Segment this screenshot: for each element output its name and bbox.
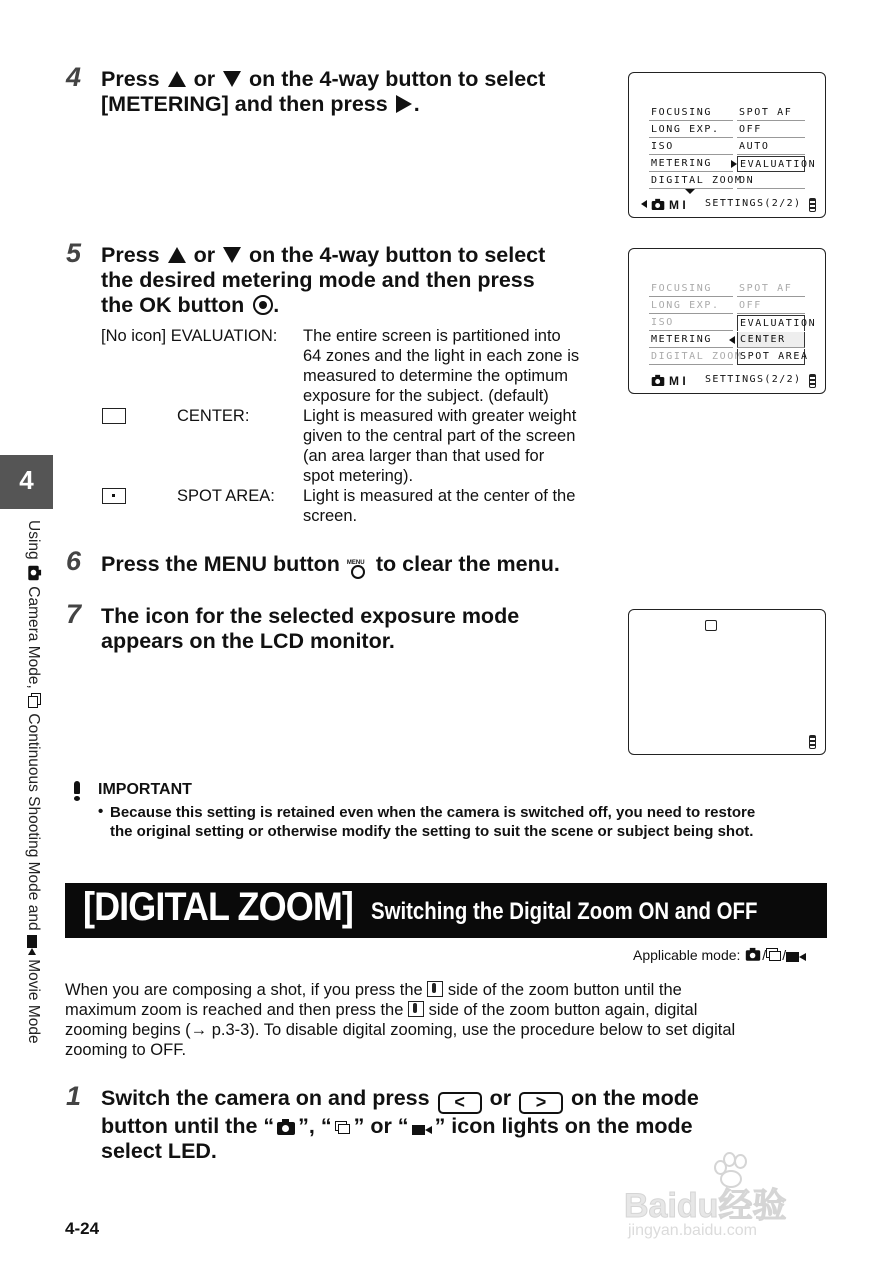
watermark-url: jingyan.baidu.com <box>628 1222 757 1239</box>
step-7-text <box>101 604 601 654</box>
menu-value: AUTO <box>737 139 805 155</box>
desc-line: exposure for the subject. (default) <box>303 387 549 405</box>
step-1-number: 1 <box>66 1081 82 1111</box>
section-title: [DIGITAL ZOOM] <box>83 885 354 929</box>
step-5-line2: the desired metering mode and then press <box>101 268 535 292</box>
important-icon <box>73 781 81 801</box>
menu-label: ISO <box>649 315 733 331</box>
step-4-select: on the 4-way button to select <box>249 67 546 91</box>
settings-page-label: SETTINGS(2/2) <box>705 198 802 209</box>
camera-tab-icon <box>652 201 665 210</box>
step-6-number: 6 <box>66 546 82 576</box>
desc-line: 64 zones and the light in each zone is <box>303 347 580 365</box>
step-1-line2-c: ” or “ <box>353 1114 409 1138</box>
menu-value: SPOT AF <box>737 105 805 121</box>
battery-icon <box>809 735 816 749</box>
step-7-line1: The icon for the selected exposure mode <box>101 604 520 628</box>
side-label-part1: Using <box>25 520 42 560</box>
up-arrow-icon <box>168 247 186 263</box>
menu-value: OFF <box>737 122 805 138</box>
section-subtitle: Switching the Digital Zoom ON and OFF <box>371 898 758 925</box>
ok-button-icon <box>253 295 273 315</box>
watermark <box>620 1150 840 1250</box>
up-arrow-icon <box>168 71 186 87</box>
spot-description <box>303 486 575 526</box>
watermark-brand: Baidu经验 <box>624 1187 787 1225</box>
desc-line: Light is measured with greater weight <box>303 407 577 425</box>
body-text: side of the zoom button again, digital <box>428 1001 698 1019</box>
step-6-text <box>101 551 661 579</box>
tele-zoom-icon <box>427 981 443 997</box>
lcd-screen-monitor <box>628 609 826 755</box>
continuous-shooting-icon <box>335 1121 351 1135</box>
important-bullet: • <box>98 803 104 820</box>
menu-table <box>649 281 817 365</box>
center-metering-indicator-icon <box>705 620 717 631</box>
continuous-shooting-icon <box>766 948 782 962</box>
step-4-period: . <box>413 92 420 116</box>
step-4-press: Press <box>101 67 160 91</box>
desc-line: Light is measured at the center of the <box>303 487 576 505</box>
desc-line: measured to determine the optimum <box>303 367 569 385</box>
step-1-line2-a: button until the “ <box>101 1114 275 1138</box>
menu-label: LONG EXP. <box>649 122 733 138</box>
lcd-footer <box>641 197 817 211</box>
section-header <box>65 883 827 938</box>
tab-bars-icon: M I <box>669 374 686 388</box>
menu-label: METERING <box>649 156 733 172</box>
step-6-clear: to clear the menu. <box>375 552 560 576</box>
step-5-period: . <box>273 293 280 317</box>
settings-page-label: SETTINGS(2/2) <box>705 374 802 385</box>
side-label-part2: Camera Mode, <box>25 586 42 689</box>
step-4-number: 4 <box>66 62 82 92</box>
important-text <box>110 803 755 841</box>
chapter-side-label <box>24 520 42 1044</box>
step-5-number: 5 <box>66 238 82 268</box>
evaluation-label: [No icon] EVALUATION: <box>101 327 278 345</box>
menu-value: OFF <box>737 298 805 314</box>
spot-metering-icon <box>102 488 126 504</box>
menu-label: FOCUSING <box>649 281 733 297</box>
camera-mode-icon <box>277 1122 295 1135</box>
menu-label: DIGITAL ZOOM <box>649 173 733 189</box>
menu-icon-circle <box>351 565 365 579</box>
step-1-or: or <box>489 1086 512 1110</box>
body-text: When you are composing a shot, if you press the <box>65 981 423 999</box>
desc-line: screen. <box>303 507 358 525</box>
lcd-screen-metering-menu <box>628 72 826 218</box>
step-4-text <box>101 67 621 117</box>
important-line: the original setting or otherwise modify the setting to suit the scene or subject being shot. <box>110 823 754 840</box>
menu-label: LONG EXP. <box>649 298 733 314</box>
step-7-number: 7 <box>66 599 82 629</box>
step-5-select: on the 4-way button to select <box>249 243 546 267</box>
camera-mode-icon <box>28 566 38 580</box>
desc-line: spot metering). <box>303 467 414 485</box>
body-text: side of the zoom button until the <box>447 981 682 999</box>
step-4-or: or <box>193 67 216 91</box>
center-label: CENTER: <box>177 407 250 425</box>
step-1-line2-b: ”, “ <box>298 1114 332 1138</box>
tele-zoom-icon <box>408 1001 424 1017</box>
step-1-line3: select LED. <box>101 1139 217 1163</box>
battery-icon <box>809 198 816 212</box>
camera-mode-icon <box>746 950 760 960</box>
option-evaluation: EVALUATION <box>737 315 805 331</box>
right-key-icon: > <box>519 1092 563 1114</box>
movie-mode-icon <box>27 935 40 955</box>
menu-button-icon <box>346 551 367 579</box>
battery-icon <box>809 374 816 388</box>
down-arrow-icon <box>223 247 241 263</box>
center-metering-icon <box>102 408 126 424</box>
left-key-icon: < <box>438 1092 482 1114</box>
menu-label: ISO <box>649 139 733 155</box>
page-number: 4-24 <box>65 1219 100 1238</box>
menu-value: SPOT AF <box>737 281 805 297</box>
scroll-down-icon <box>685 189 695 194</box>
menu-label: DIGITAL ZOOM <box>649 349 733 365</box>
tab-bars-icon: M I <box>669 198 686 212</box>
option-spot-area: SPOT AREA <box>737 349 805 365</box>
menu-table <box>649 105 817 189</box>
desc-line: The entire screen is partitioned into <box>303 327 561 345</box>
option-center: CENTER <box>737 332 805 348</box>
side-label-part3: Continuous Shooting Mode and <box>25 713 42 931</box>
step-7-line2: appears on the LCD monitor. <box>101 629 395 653</box>
movie-mode-icon <box>786 949 806 962</box>
step-4-line2: [METERING] and then press <box>101 92 388 116</box>
menu-value: ON <box>737 173 805 189</box>
step-1-text-a: Switch the camera on and press <box>101 1086 430 1110</box>
chapter-tab <box>0 455 53 509</box>
applicable-mode <box>633 947 806 963</box>
desc-line: given to the central part of the screen <box>303 427 576 445</box>
menu-icon-label: MENU <box>346 560 365 566</box>
lcd-footer <box>641 373 817 387</box>
spot-label: SPOT AREA: <box>177 487 275 505</box>
chapter-number: 4 <box>19 465 34 495</box>
continuous-shooting-icon <box>27 693 41 709</box>
step-5-text <box>101 243 621 318</box>
selector-arrow-icon <box>729 336 735 344</box>
spot-dot <box>112 494 115 497</box>
important-title: IMPORTANT <box>98 781 192 798</box>
menu-label: METERING <box>649 332 733 348</box>
camera-tab-icon <box>652 377 665 386</box>
step-5-press: Press <box>101 243 160 267</box>
separator: / <box>782 947 787 963</box>
body-paragraph <box>65 980 735 1060</box>
left-tab-arrow-icon <box>641 200 647 208</box>
important-line: Because this setting is retained even when the camera is switched off, you need to restore <box>110 804 756 821</box>
desc-line: (an area larger than that used for <box>303 447 545 465</box>
side-label-part4: Movie Mode <box>25 959 42 1044</box>
body-text: maximum zoom is reached and then press the <box>65 1001 404 1019</box>
step-1-text-c: on the mode <box>571 1086 699 1110</box>
body-text: zooming begins (→ p.3-3). To disable digital zooming, use the procedure below to set digital <box>65 1021 736 1039</box>
body-text: zooming to OFF. <box>65 1041 187 1059</box>
menu-label: FOCUSING <box>649 105 733 121</box>
lcd-screen-metering-options <box>628 248 826 394</box>
menu-value: EVALUATION <box>737 156 805 172</box>
center-description <box>303 406 576 486</box>
step-6-press-menu: Press the MENU button <box>101 552 340 576</box>
down-arrow-icon <box>223 71 241 87</box>
applicable-label: Applicable mode: <box>633 947 741 963</box>
movie-mode-icon <box>412 1122 432 1135</box>
separator: / <box>762 947 767 963</box>
step-5-or: or <box>193 243 216 267</box>
step-1-line2-d: ” icon lights on the mode <box>434 1114 693 1138</box>
step-5-line3: the OK button <box>101 293 245 317</box>
right-arrow-icon <box>396 95 412 113</box>
evaluation-description <box>303 326 579 406</box>
